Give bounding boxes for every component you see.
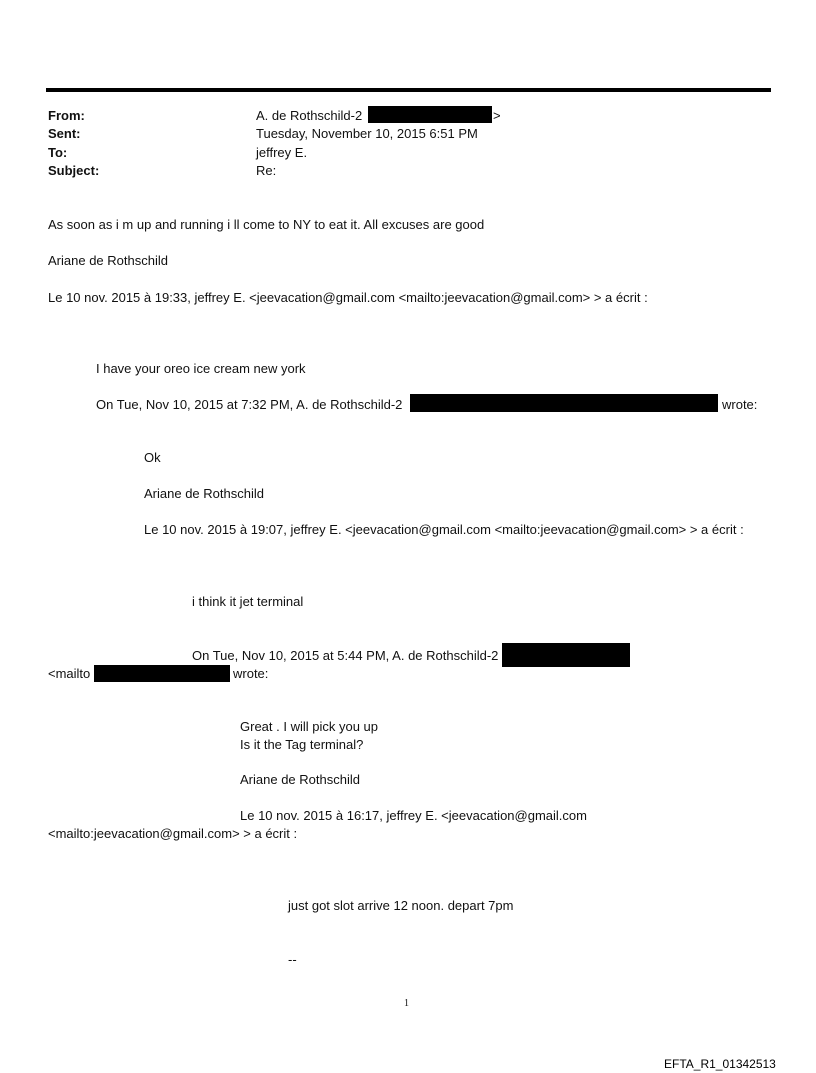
subject-value: Re: — [256, 163, 277, 178]
sent-value: Tuesday, November 10, 2015 6:51 PM — [256, 126, 478, 141]
to-value: jeffrey E. — [256, 145, 308, 160]
to-label: To: — [48, 145, 68, 160]
quote-text: Is it the Tag terminal? — [240, 737, 364, 752]
from-tail: > — [493, 108, 501, 123]
quote-attribution: On Tue, Nov 10, 2015 at 5:44 PM, A. de Rothschild-2 — [192, 648, 499, 663]
quote-attribution-end: wrote: — [722, 397, 758, 412]
header-rule — [46, 88, 771, 92]
subject-label: Subject: — [48, 163, 100, 178]
signature: Ariane de Rothschild — [240, 772, 360, 787]
quote-attribution-end: wrote: — [233, 666, 269, 681]
quote-text: i think it jet terminal — [192, 594, 304, 609]
from-label: From: — [48, 108, 85, 123]
quote-text: I have your oreo ice cream new york — [96, 361, 306, 376]
signature-dash: -- — [288, 952, 297, 967]
signature: Ariane de Rothschild — [144, 486, 264, 501]
quote-header: Le 10 nov. 2015 à 16:17, jeffrey E. <jeevacation@gmail.com — [240, 808, 587, 823]
quote-text: Ok — [144, 450, 161, 465]
mailto-fragment: <mailto — [48, 666, 91, 681]
quote-header: Le 10 nov. 2015 à 19:07, jeffrey E. <jeevacation@gmail.com <mailto:jeevacation@gmail.com> > a écrit : — [144, 522, 744, 537]
document-id: EFTA_R1_01342513 — [664, 1057, 776, 1071]
sent-label: Sent: — [48, 126, 81, 141]
page-number: 1 — [404, 998, 409, 1009]
quote-header: Le 10 nov. 2015 à 19:33, jeffrey E. <jeevacation@gmail.com <mailto:jeevacation@gmail.com> > a écrit : — [48, 290, 648, 305]
body-line: As soon as i m up and running i ll come to NY to eat it. All excuses are good — [48, 217, 485, 232]
redaction-box — [368, 106, 492, 123]
redaction-box — [502, 643, 630, 667]
redaction-box — [94, 665, 230, 682]
quote-attribution: On Tue, Nov 10, 2015 at 7:32 PM, A. de Rothschild-2 — [96, 397, 403, 412]
signature: Ariane de Rothschild — [48, 253, 168, 268]
redaction-box — [410, 394, 718, 412]
quote-header-wrap: <mailto:jeevacation@gmail.com> > a écrit : — [48, 826, 298, 841]
quote-text: just got slot arrive 12 noon. depart 7pm — [288, 898, 514, 913]
quote-text: Great . I will pick you up — [240, 719, 378, 734]
from-value: A. de Rothschild-2 — [256, 108, 363, 123]
